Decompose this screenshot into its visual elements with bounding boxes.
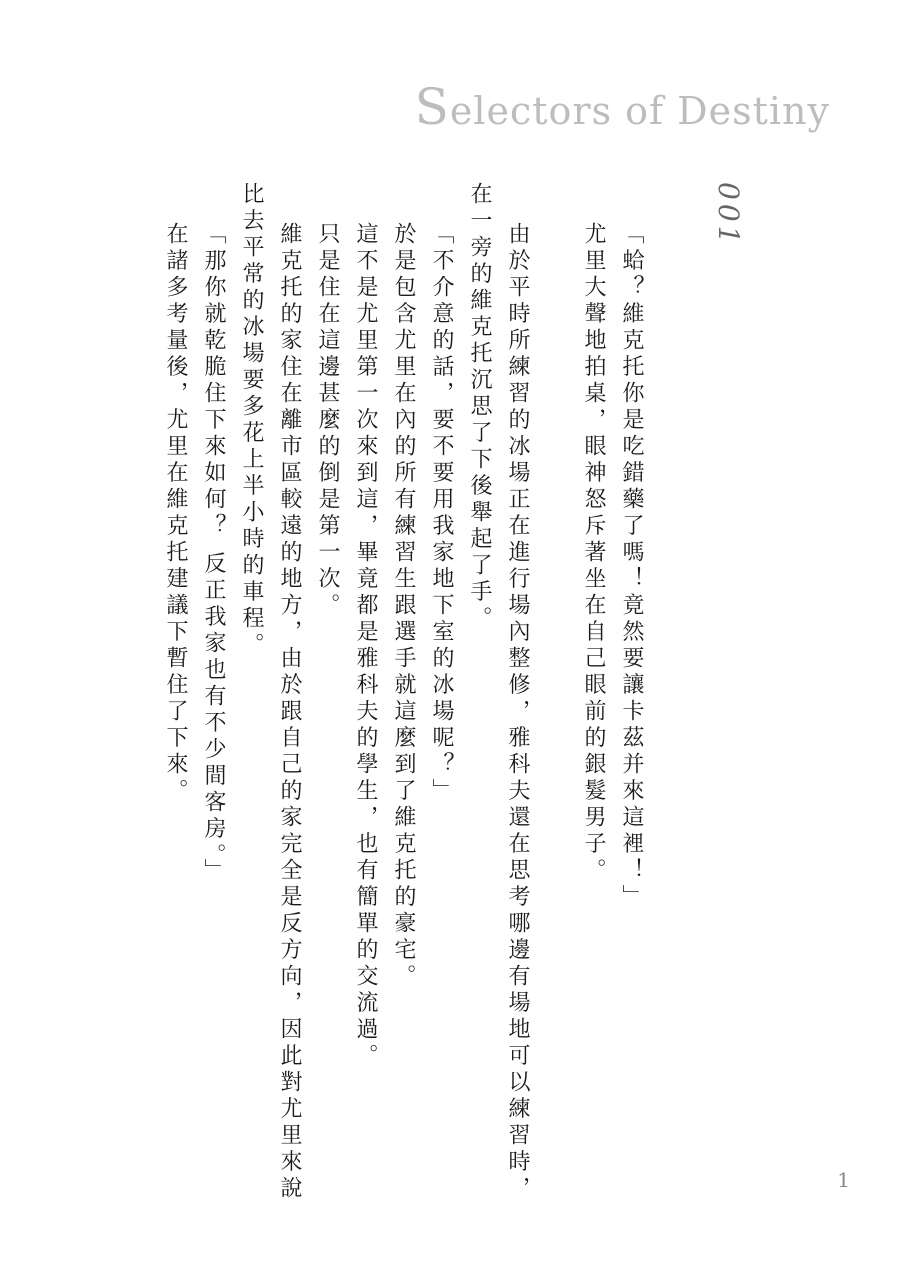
chapter-number: 001 bbox=[712, 182, 745, 248]
text-line-7: 這不是尤里第一次來到這，畢竟都是雅科夫的學生，也有簡單的交流過。 bbox=[353, 222, 378, 1070]
page-number: 1 bbox=[837, 1168, 850, 1192]
text-line-9: 維克托的家住在離市區較遠的地方，由於跟自己的家完全是反方向，因此對尤里來說 bbox=[277, 222, 302, 1203]
text-line-3: 由於平時所練習的冰場正在進行場內整修，雅科夫還在思考哪邊有場地可以練習時， bbox=[505, 222, 530, 1203]
text-line-11: 「那你就乾脆住下來如何？ 反正我家也有不少間客房。」 bbox=[201, 222, 226, 885]
text-line-8: 只是住在這邊甚麼的倒是第一次。 bbox=[315, 222, 340, 620]
paragraph-gap bbox=[536, 182, 574, 1142]
text-line-12: 在諸多考量後，尤里在維克托建議下暫住了下來。 bbox=[163, 222, 188, 805]
text-line-6: 於是包含尤里在內的所有練習生跟選手就這麼到了維克托的豪宅。 bbox=[391, 222, 416, 991]
text-line-2: 尤里大聲地拍桌，眼神怒斥著坐在自己眼前的銀髮男子。 bbox=[581, 222, 606, 885]
text-line-4: 在一旁的維克托沉思了下後舉起了手。 bbox=[467, 182, 492, 633]
text-line-1: 「蛤？維克托你是吃錯藥了嗎！竟然要讓卡茲并來這裡！」 bbox=[619, 222, 644, 911]
body-text bbox=[150, 182, 650, 1203]
book-title-initial: S bbox=[414, 78, 450, 136]
text-line-10: 比去平常的冰場要多花上半小時的車程。 bbox=[239, 182, 264, 659]
book-title bbox=[415, 78, 830, 136]
text-line-5: 「不介意的話，要不要用我家地下室的冰場呢？」 bbox=[429, 222, 454, 805]
book-title-rest: electors of Destiny bbox=[449, 89, 830, 133]
